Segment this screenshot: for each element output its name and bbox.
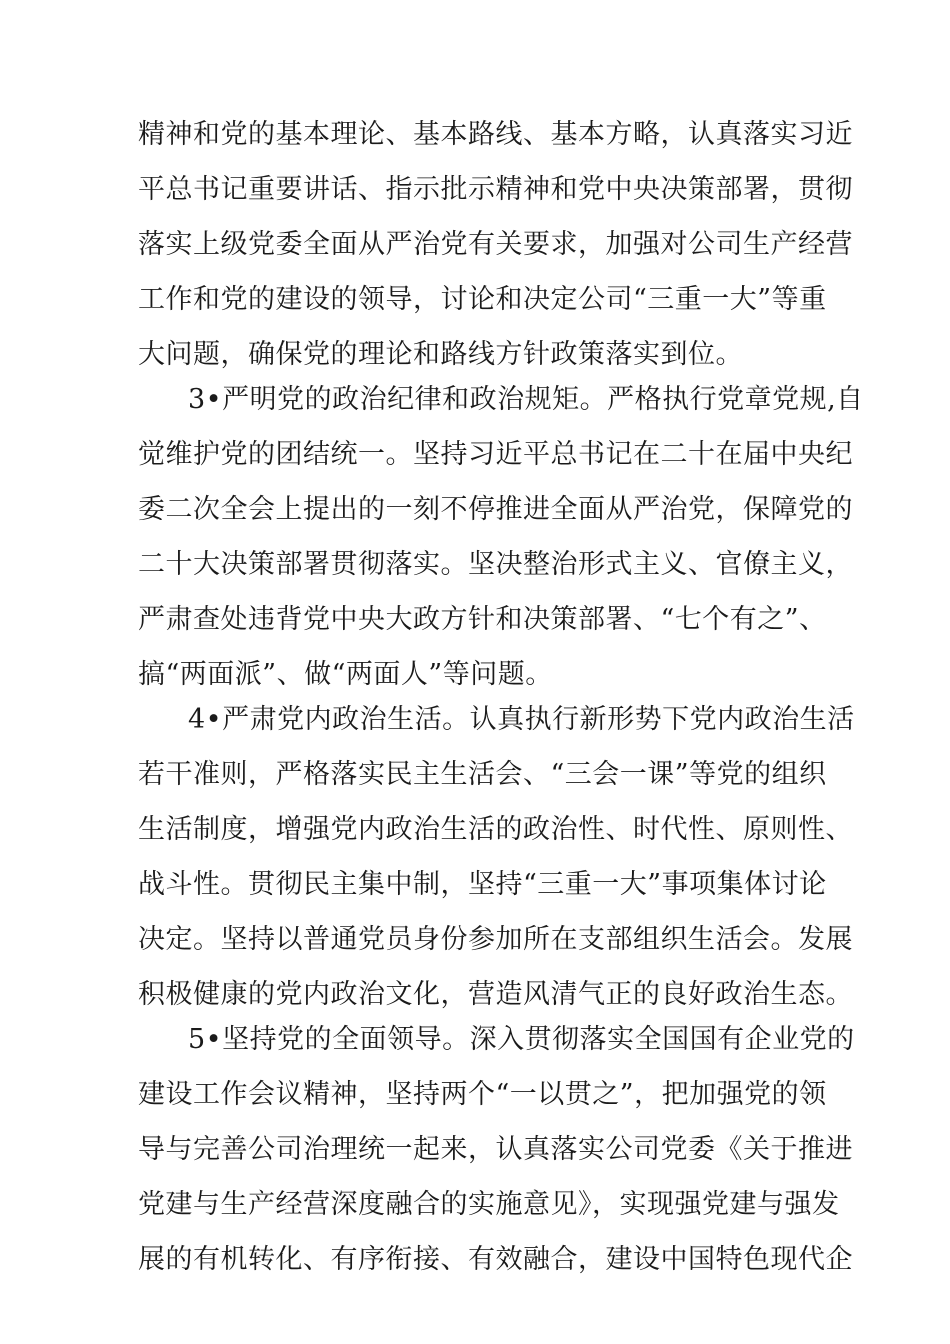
text-line: 大问题，确保党的理论和路线方针政策落实到位。	[138, 339, 743, 370]
text-line: 工作和党的建设的领导，讨论和决定公司“三重一大”等重	[138, 284, 827, 315]
text-line: 搞“两面派”、做“两面人”等问题。	[138, 659, 553, 690]
text-line: 平总书记重要讲话、指示批示精神和党中央决策部署，贯彻	[138, 174, 853, 205]
text-line: 党建与生产经营深度融合的实施意见》，实现强党建与强发	[138, 1189, 840, 1220]
text-line: 决定。坚持以普通党员身份参加所在支部组织生活会。发展	[138, 924, 853, 955]
text-line: 精神和党的基本理论、基本路线、基本方略，认真落实习近	[138, 119, 853, 150]
text-line: 落实上级党委全面从严治党有关要求，加强对公司生产经营	[138, 229, 853, 260]
text-line: 导与完善公司治理统一起来，认真落实公司党委《关于推进	[138, 1134, 853, 1165]
text-line: 生活制度，增强党内政治生活的政治性、时代性、原则性、	[138, 814, 853, 845]
text-line: 积极健康的党内政治文化，营造风清气正的良好政治生态。	[138, 979, 853, 1010]
text-line: 建设工作会议精神，坚持两个“一以贯之”，把加强党的领	[138, 1079, 827, 1110]
text-line: 委二次全会上提出的一刻不停推进全面从严治党，保障党的	[138, 494, 853, 525]
text-line: 若干准则，严格落实民主生活会、“三会一课”等党的组织	[138, 759, 827, 790]
text-line: 展的有机转化、有序衔接、有效融合，建设中国特色现代企	[138, 1244, 853, 1275]
paragraph-first-line: 4•严肃党内政治生活。认真执行新形势下党内政治生活	[188, 704, 855, 735]
text-line: 觉维护党的团结统一。坚持习近平总书记在二十在届中央纪	[138, 439, 853, 470]
paragraph-first-line: 3•严明党的政治纪律和政治规矩。严格执行党章党规,自	[188, 384, 864, 415]
paragraph-first-line: 5•坚持党的全面领导。深入贯彻落实全国国有企业党的	[188, 1024, 855, 1055]
text-line: 二十大决策部署贯彻落实。坚决整治形式主义、官僚主义，	[138, 549, 853, 580]
text-line: 严肃查处违背党中央大政方针和决策部署、“七个有之”、	[138, 604, 827, 635]
text-line: 战斗性。贯彻民主集中制，坚持“三重一大”事项集体讨论	[138, 869, 827, 900]
